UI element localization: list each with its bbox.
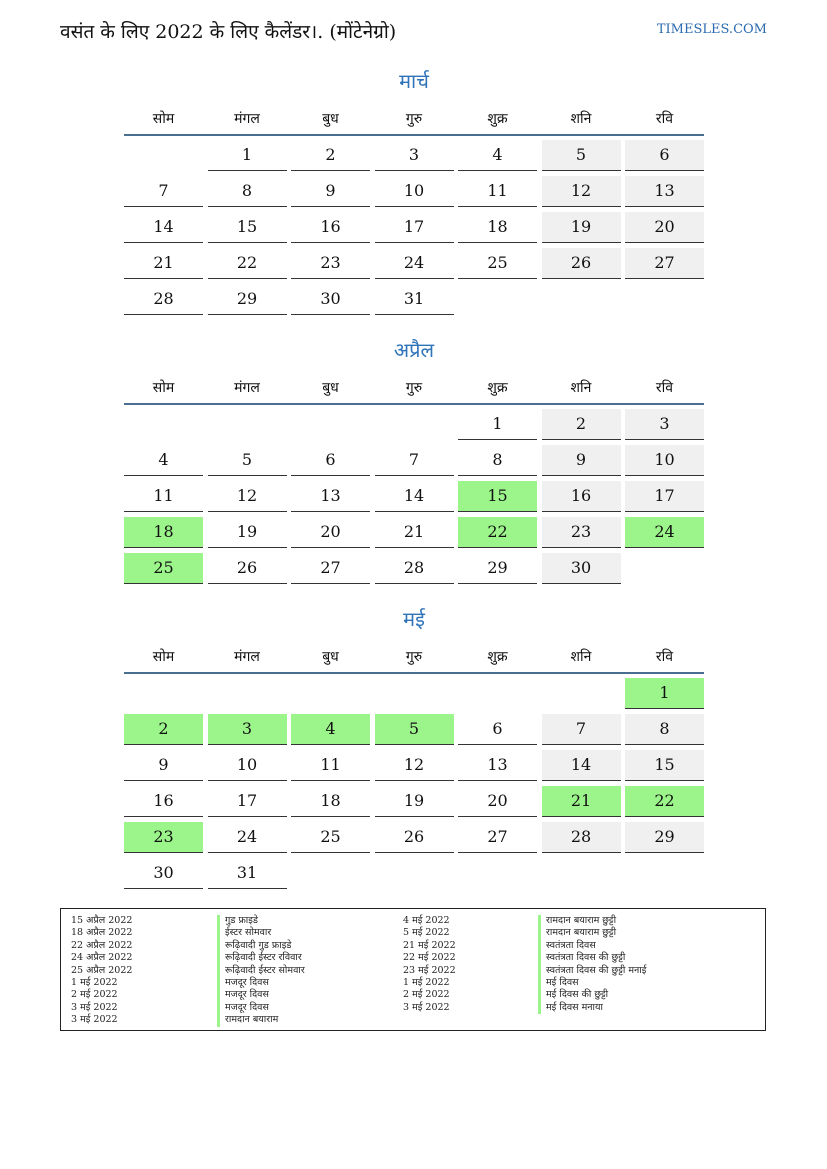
day-cell-weekend[interactable]: 10 [625, 445, 704, 476]
holiday-date: 22 अप्रैल 2022 [71, 939, 133, 951]
month-title: मई [403, 607, 425, 631]
day-cell[interactable]: 16 [291, 212, 370, 243]
weekday-label: मंगल [234, 111, 260, 127]
month-may [124, 604, 704, 890]
day-cell[interactable]: 12 [208, 481, 287, 512]
day-cell-weekend[interactable]: 28 [542, 822, 621, 853]
month-march [124, 66, 704, 316]
day-cell[interactable]: 4 [124, 445, 203, 476]
holiday-name: ईस्टर सोमवार [217, 927, 305, 939]
weekday-label: शनि [570, 649, 592, 665]
day-cell[interactable]: 16 [124, 786, 203, 817]
day-cell[interactable]: 23 [291, 248, 370, 279]
day-cell[interactable]: 30 [124, 858, 203, 889]
day-cell-weekend[interactable]: 23 [542, 517, 621, 548]
day-cell[interactable]: 24 [375, 248, 454, 279]
day-cell[interactable]: 9 [291, 176, 370, 207]
weekday-label: गुरु [405, 111, 423, 127]
day-cell-weekend[interactable]: 5 [542, 140, 621, 171]
day-cell-weekend[interactable]: 26 [542, 248, 621, 279]
day-cell-weekend[interactable]: 17 [625, 481, 704, 512]
holiday-date: 3 मई 2022 [403, 1001, 450, 1013]
holiday-date: 2 मई 2022 [403, 989, 450, 1001]
day-cell[interactable]: 22 [208, 248, 287, 279]
weekday-label: रवि [655, 380, 674, 396]
empty-cell [208, 409, 287, 439]
holiday-name: स्वतंत्रता दिवस की छुट्टी [538, 952, 646, 964]
day-cell[interactable]: 28 [375, 553, 454, 584]
page-title: वसंत के लिए 2022 के लिए कैलेंडर।. (मोंटेनेग्रो) [60, 21, 397, 43]
day-cell[interactable]: 29 [458, 553, 537, 584]
day-cell-holiday[interactable]: 15 [458, 481, 537, 512]
empty-cell [124, 678, 203, 708]
day-cell-weekend[interactable]: 29 [625, 822, 704, 853]
day-cell[interactable]: 11 [124, 481, 203, 512]
day-cell[interactable]: 6 [458, 714, 537, 745]
day-cell-weekend[interactable]: 9 [542, 445, 621, 476]
weekday-label: सोम [152, 380, 175, 396]
day-cell[interactable]: 10 [375, 176, 454, 207]
legend-dates-left [71, 915, 132, 1027]
day-cell[interactable]: 21 [124, 248, 203, 279]
day-cell[interactable]: 28 [124, 284, 203, 315]
weekday-label: शुक्र [487, 649, 508, 665]
day-cell[interactable]: 8 [208, 176, 287, 207]
day-cell-weekend[interactable]: 15 [625, 750, 704, 781]
day-cell-holiday[interactable]: 22 [458, 517, 537, 548]
day-cell[interactable]: 27 [291, 553, 370, 584]
weekday-label: सोम [152, 111, 175, 127]
holiday-name: मई दिवस मनाया [538, 1002, 646, 1014]
holiday-date: 1 मई 2022 [403, 976, 450, 988]
days-grid [124, 405, 704, 585]
days-grid [124, 674, 704, 890]
day-cell[interactable]: 3 [375, 140, 454, 171]
day-cell[interactable]: 2 [291, 140, 370, 171]
day-cell-holiday[interactable]: 5 [375, 714, 454, 745]
day-cell[interactable]: 4 [458, 140, 537, 171]
day-cell[interactable]: 25 [458, 248, 537, 279]
day-cell[interactable]: 9 [124, 750, 203, 781]
day-cell[interactable]: 15 [208, 212, 287, 243]
day-cell-weekend[interactable]: 8 [625, 714, 704, 745]
day-cell-weekend[interactable]: 3 [625, 409, 704, 440]
holiday-date: 18 अप्रैल 2022 [71, 927, 133, 939]
day-cell-holiday[interactable]: 23 [124, 822, 203, 853]
weekday-label: बुध [322, 380, 339, 396]
day-cell[interactable]: 13 [458, 750, 537, 781]
legend-names-right [538, 915, 646, 1014]
day-cell-holiday[interactable]: 22 [625, 786, 704, 817]
day-cell[interactable]: 19 [208, 517, 287, 548]
day-cell[interactable]: 20 [458, 786, 537, 817]
weekday-label: बुध [322, 111, 339, 127]
empty-cell [291, 678, 370, 708]
weekday-header [124, 634, 704, 674]
weekday-header [124, 365, 704, 405]
holiday-date: 3 मई 2022 [71, 1001, 118, 1013]
empty-cell [458, 678, 537, 708]
weekday-label: गुरु [405, 380, 423, 396]
weekday-label: शनि [570, 111, 592, 127]
holiday-date: 24 अप्रैल 2022 [71, 952, 133, 964]
holiday-name: रामदान बयाराम [217, 1014, 305, 1026]
day-cell-weekend[interactable]: 20 [625, 212, 704, 243]
weekday-label: गुरु [405, 649, 423, 665]
days-grid [124, 136, 704, 316]
day-cell[interactable]: 29 [208, 284, 287, 315]
holiday-name: रूढ़िवादी गुड फ्राइडे [217, 940, 305, 952]
empty-cell [124, 140, 203, 170]
empty-cell [291, 409, 370, 439]
weekday-label: रवि [655, 111, 674, 127]
month-title: मार्च [399, 69, 429, 93]
month-title: अप्रैल [393, 338, 435, 362]
empty-cell [375, 409, 454, 439]
day-cell[interactable]: 17 [208, 786, 287, 817]
holiday-name: रामदान बयाराम छुट्टी [538, 915, 646, 927]
day-cell[interactable]: 18 [458, 212, 537, 243]
day-cell-weekend[interactable]: 14 [542, 750, 621, 781]
day-cell[interactable]: 13 [291, 481, 370, 512]
day-cell[interactable]: 20 [291, 517, 370, 548]
weekday-label: शनि [570, 380, 592, 396]
holiday-date: 15 अप्रैल 2022 [71, 915, 133, 926]
holiday-name: रामदान बयाराम छुट्टी [538, 927, 646, 939]
legend-names-left [217, 915, 305, 1027]
weekday-header [124, 96, 704, 136]
day-cell[interactable]: 12 [375, 750, 454, 781]
weekday-label: रवि [655, 649, 674, 665]
holiday-name: गुड फ्राइडे [217, 915, 305, 927]
day-cell-weekend[interactable]: 7 [542, 714, 621, 745]
legend-dates-right [403, 915, 456, 1014]
day-cell-holiday[interactable]: 1 [625, 678, 704, 709]
holiday-date: 2 मई 2022 [71, 989, 118, 1001]
holiday-date: 21 मई 2022 [403, 939, 456, 951]
day-cell-holiday[interactable]: 2 [124, 714, 203, 745]
holiday-name: रूढ़िवादी ईस्टर सोमवार [217, 965, 305, 977]
weekday-label: शुक्र [487, 111, 508, 127]
day-cell-weekend[interactable]: 12 [542, 176, 621, 207]
day-cell[interactable]: 26 [208, 553, 287, 584]
day-cell-weekend[interactable]: 16 [542, 481, 621, 512]
holiday-date: 5 मई 2022 [403, 927, 450, 939]
day-cell-holiday[interactable]: 3 [208, 714, 287, 745]
holiday-date: 25 अप्रैल 2022 [71, 964, 133, 976]
weekday-label: बुध [322, 649, 339, 665]
day-cell[interactable]: 1 [458, 409, 537, 440]
holiday-name: मई दिवस [538, 977, 646, 989]
day-cell-holiday[interactable]: 24 [625, 517, 704, 548]
holiday-date: 23 मई 2022 [403, 964, 456, 976]
month-april [124, 335, 704, 585]
empty-cell [124, 409, 203, 439]
day-cell-holiday[interactable]: 4 [291, 714, 370, 745]
day-cell[interactable]: 26 [375, 822, 454, 853]
holiday-name: स्वतंत्रता दिवस की छुट्टी मनाई [538, 965, 646, 977]
day-cell[interactable]: 24 [208, 822, 287, 853]
day-cell[interactable]: 7 [124, 176, 203, 207]
day-cell[interactable]: 10 [208, 750, 287, 781]
day-cell-holiday[interactable]: 21 [542, 786, 621, 817]
day-cell[interactable]: 6 [291, 445, 370, 476]
day-cell[interactable]: 1 [208, 140, 287, 171]
day-cell-weekend[interactable]: 13 [625, 176, 704, 207]
holiday-date: 1 मई 2022 [71, 976, 118, 988]
day-cell-weekend[interactable]: 19 [542, 212, 621, 243]
day-cell[interactable]: 11 [291, 750, 370, 781]
day-cell[interactable]: 17 [375, 212, 454, 243]
day-cell-weekend[interactable]: 27 [625, 248, 704, 279]
day-cell[interactable]: 31 [208, 858, 287, 889]
empty-cell [542, 678, 621, 708]
holiday-date: 22 मई 2022 [403, 952, 456, 964]
day-cell[interactable]: 5 [208, 445, 287, 476]
holiday-legend [60, 908, 766, 1031]
holiday-name: मजदूर दिवस [217, 989, 305, 1001]
day-cell[interactable]: 18 [291, 786, 370, 817]
day-cell-weekend[interactable]: 6 [625, 140, 704, 171]
weekday-label: सोम [152, 649, 175, 665]
day-cell[interactable]: 19 [375, 786, 454, 817]
day-cell[interactable]: 11 [458, 176, 537, 207]
day-cell[interactable]: 21 [375, 517, 454, 548]
day-cell-holiday[interactable]: 18 [124, 517, 203, 548]
day-cell[interactable]: 25 [291, 822, 370, 853]
holiday-name: मई दिवस की छुट्टी [538, 989, 646, 1001]
day-cell[interactable]: 14 [124, 212, 203, 243]
empty-cell [375, 678, 454, 708]
day-cell[interactable]: 31 [375, 284, 454, 315]
day-cell[interactable]: 8 [458, 445, 537, 476]
weekday-label: शुक्र [487, 380, 508, 396]
holiday-date: 4 मई 2022 [403, 915, 450, 926]
day-cell-weekend[interactable]: 30 [542, 553, 621, 584]
holiday-name: मजदूर दिवस [217, 977, 305, 989]
day-cell-weekend[interactable]: 2 [542, 409, 621, 440]
holiday-name: रूढ़िवादी ईस्टर रविवार [217, 952, 305, 964]
site-link[interactable]: TIMESLES.COM [656, 22, 767, 37]
day-cell[interactable]: 30 [291, 284, 370, 315]
day-cell[interactable]: 14 [375, 481, 454, 512]
weekday-label: मंगल [234, 649, 260, 665]
day-cell-holiday[interactable]: 25 [124, 553, 203, 584]
holiday-date: 3 मई 2022 [71, 1014, 118, 1026]
weekday-label: मंगल [234, 380, 260, 396]
holiday-name: स्वतंत्रता दिवस [538, 940, 646, 952]
holiday-name: मजदूर दिवस [217, 1002, 305, 1014]
day-cell[interactable]: 7 [375, 445, 454, 476]
day-cell[interactable]: 27 [458, 822, 537, 853]
empty-cell [208, 678, 287, 708]
